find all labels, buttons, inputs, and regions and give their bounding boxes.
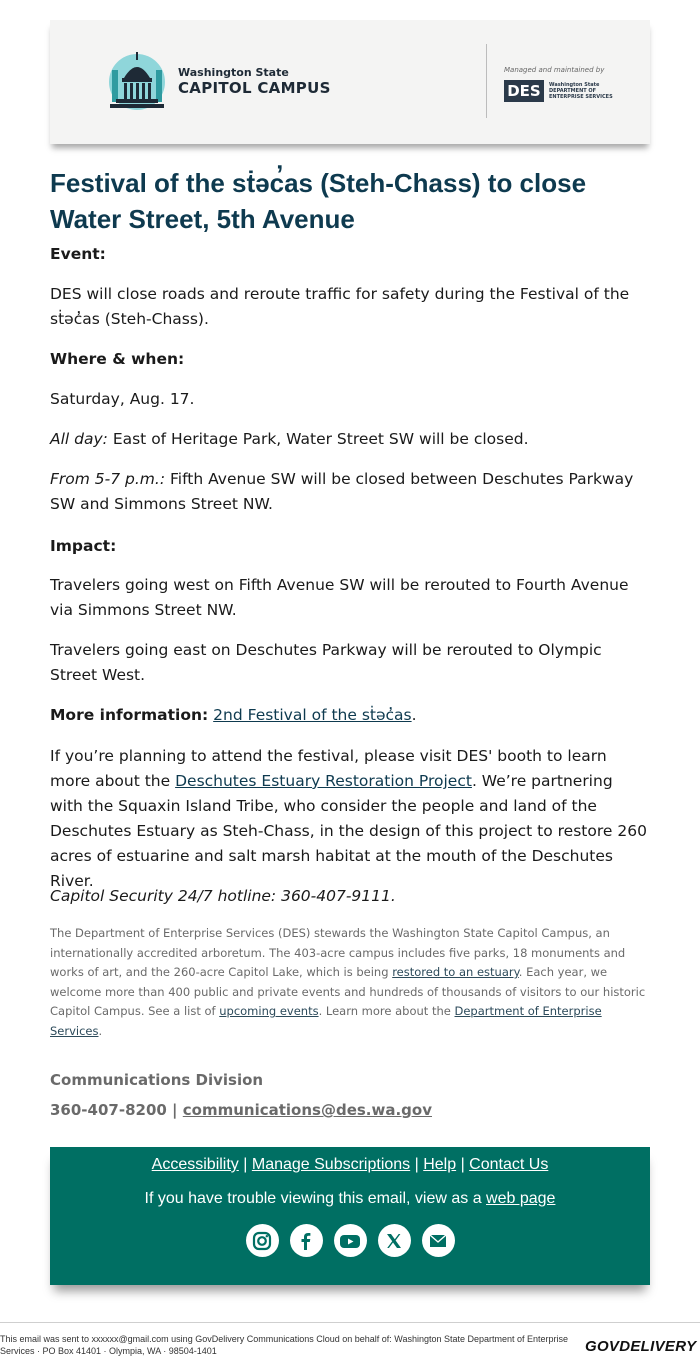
event-label-block <box>50 242 650 267</box>
attend-text-post: . We’re partnering with the Squaxin Island Tribe, who consider the people and land of the Deschutes Estuary as Steh-Chass, in the design of this project to restore 260 acres of estuarine and salt marsh habitat at the mouth of the Deschutes River. <box>50 772 647 890</box>
contact-division: Communications Division <box>50 1071 264 1089</box>
contact-phone: 360-407-8200 <box>50 1101 167 1119</box>
about-paragraph <box>50 924 650 1041</box>
impact-east-text: Travelers going east on Deschutes Parkway will be rerouted to Olympic Street West. <box>50 641 602 684</box>
evening-label: From 5-7 p.m.: <box>50 470 166 488</box>
des-line2: DEPARTMENT OF <box>549 88 597 94</box>
des-line3: ENTERPRISE SERVICES <box>549 94 613 100</box>
des-abbr: DES <box>504 80 544 102</box>
accessibility-link[interactable]: Accessibility <box>151 1156 239 1173</box>
des-line1: Washington State <box>549 82 600 88</box>
impact-label: Impact: <box>50 537 117 555</box>
event-label: Event: <box>50 245 106 263</box>
des-name <box>549 82 613 100</box>
about-p2: . Each year, we welcome more than 400 public and private events and hundreds of thousands of visitors to our historic Capitol Campus. See a list of <box>50 965 646 1018</box>
social-icons <box>50 1224 650 1257</box>
capitol-campus-logo[interactable] <box>102 50 331 112</box>
header-banner <box>50 20 650 144</box>
attend-paragraph <box>50 744 650 894</box>
allday-label: All day: <box>50 430 108 448</box>
des-link[interactable]: Department of Enterprise Services <box>50 1004 602 1038</box>
contact-line <box>50 1101 650 1119</box>
web-page-link[interactable]: web page <box>486 1190 556 1207</box>
upcoming-events-link[interactable]: upcoming events <box>219 1004 319 1018</box>
footer-sep-1: | <box>238 1156 252 1173</box>
event-text: DES will close roads and reroute traffic for safety during the Festival of the sṫəc̓as (Steh-Chass). <box>50 285 630 328</box>
contact-sep: | <box>166 1101 183 1119</box>
email-icon[interactable] <box>422 1224 455 1257</box>
impact-label-block <box>50 534 650 559</box>
govdelivery-brand[interactable]: GOVDELIVERY <box>585 1338 697 1355</box>
about-p3: . Learn more about the <box>318 1004 455 1018</box>
footer <box>50 1147 650 1285</box>
instagram-icon[interactable] <box>246 1224 279 1257</box>
des-logo[interactable] <box>504 66 613 102</box>
allday-text: East of Heritage Park, Water Street SW will be closed. <box>107 430 529 448</box>
view-web-page <box>50 1190 650 1208</box>
x-icon[interactable] <box>378 1224 411 1257</box>
contact-us-link[interactable]: Contact Us <box>469 1156 549 1173</box>
youtube-icon[interactable] <box>334 1224 367 1257</box>
where-label: Where & when: <box>50 350 185 368</box>
hotline-text: Capitol Security 24/7 hotline: 360-407-9111. <box>50 887 396 905</box>
footer-sep-3: | <box>456 1156 470 1173</box>
more-info-end: . <box>411 706 417 724</box>
view-text: If you have trouble viewing this email, view as a <box>144 1190 487 1207</box>
bottom-divider <box>0 1322 700 1323</box>
manage-subscriptions-link[interactable]: Manage Subscriptions <box>251 1156 411 1173</box>
hotline-block <box>50 884 650 909</box>
logo-line1: Washington State <box>178 65 289 79</box>
evening-text: Fifth Avenue SW will be closed between Deschutes Parkway SW and Simmons Street NW. <box>50 470 634 513</box>
managed-by-text: Managed and maintained by <box>504 66 605 74</box>
logo-text <box>178 66 331 97</box>
banner-divider <box>486 44 487 118</box>
des-row <box>504 80 613 102</box>
restored-estuary-link[interactable]: restored to an estuary <box>392 965 519 979</box>
estuary-project-link[interactable]: Deschutes Estuary Restoration Project <box>175 772 472 790</box>
evening-paragraph <box>50 467 650 517</box>
event-date: Saturday, Aug. 17. <box>50 390 195 408</box>
help-link[interactable]: Help <box>423 1156 457 1173</box>
header-container <box>50 20 650 144</box>
allday-paragraph <box>50 427 650 452</box>
about-p4: . <box>98 1023 103 1038</box>
where-label-block <box>50 347 650 372</box>
footer-sep-2: | <box>410 1156 424 1173</box>
logo-line2: CAPITOL CAMPUS <box>178 78 331 97</box>
article-title: Festival of the sṫəc̓as (Steh-Chass) to close Water Street, 5th Avenue <box>50 168 587 234</box>
about-p1: The Department of Enterprise Services (DES) stewards the Washington State Capitol Campus, an internationally accredited arboretum. The 403-acre campus includes five parks, 18 monuments and works of art, and the 260-acre Capitol Lake, which is being <box>50 926 626 979</box>
festival-link[interactable]: 2nd Festival of the sṫəc̓as <box>213 706 412 724</box>
sent-info: This email was sent to xxxxxx@gmail.com using GovDelivery Communications Cloud on behalf of: Washington State Department of Enterprise Services · PO Box 41401 · Olympia, WA · 98504-1401 <box>0 1334 569 1356</box>
impact-west-text: Travelers going west on Fifth Avenue SW will be rerouted to Fourth Avenue via Simmons Street NW. <box>50 576 629 619</box>
more-info-label: More information: <box>50 706 209 724</box>
capitol-dome-icon <box>102 50 172 112</box>
contact-email-link[interactable]: communications@des.wa.gov <box>182 1101 432 1119</box>
more-info-paragraph <box>50 703 650 728</box>
facebook-icon[interactable] <box>290 1224 323 1257</box>
attend-text-pre: If you’re planning to attend the festival, please visit DES' booth to learn more about the <box>50 747 607 790</box>
footer-links <box>50 1156 650 1174</box>
